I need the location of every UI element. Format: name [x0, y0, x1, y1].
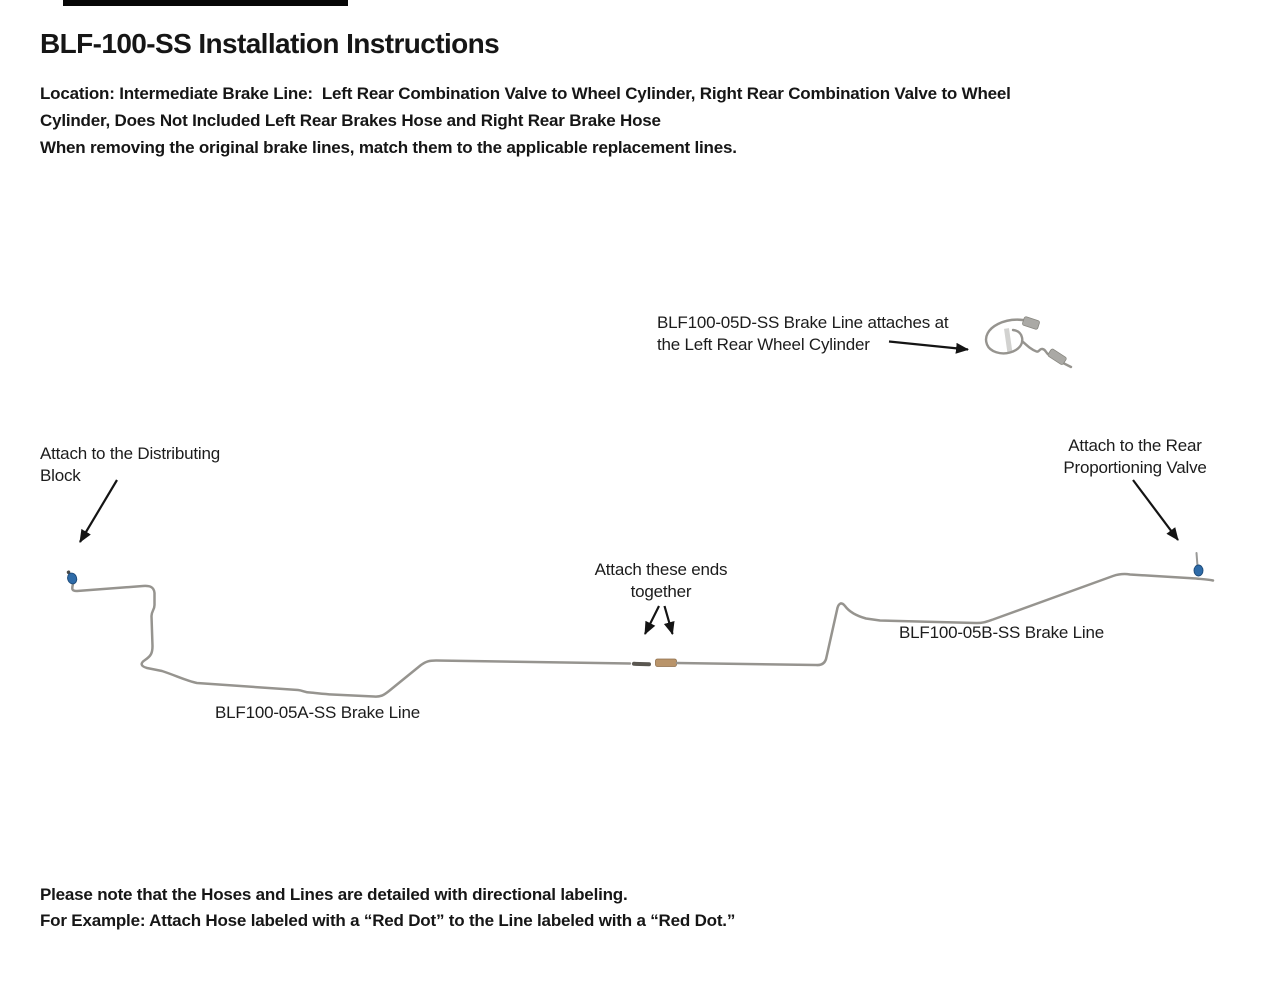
part-d-top-fitting [1022, 316, 1040, 330]
intro-line-3: When removing the original brake lines, match them to the applicable replacement lines. [40, 138, 737, 157]
arrow-to-proportioning-valve-end [1133, 480, 1178, 540]
part-d-clamp-band [1007, 329, 1011, 354]
callout-distributing-block-line-2: Block [40, 466, 81, 485]
footer-note [40, 882, 735, 934]
callout-proportioning-valve [1035, 435, 1235, 479]
page-title: BLF-100-SS Installation Instructions [40, 28, 500, 59]
callout-wheel-cylinder-line-1: BLF100-05D-SS Brake Line attaches at [657, 313, 949, 332]
intro-line-2: Cylinder, Does Not Included Left Rear Brakes Hose and Right Rear Brake Hose [40, 111, 661, 130]
blue-fitting-right [1194, 553, 1203, 576]
callout-ends-together [561, 559, 761, 603]
part-d-end-fitting [1047, 348, 1067, 365]
intro-line-1: Location: Intermediate Brake Line: Left Rear Combination Valve to Wheel Cylinder, Right Rear Combination Valve to Wheel [40, 84, 1011, 103]
footer-line-1: Please note that the Hoses and Lines are detailed with directional labeling. [40, 885, 628, 904]
callout-wheel-cylinder [657, 312, 948, 356]
blue-fitting-left [65, 569, 78, 585]
arrow-to-line-b-end [665, 606, 673, 634]
arrow-to-line-a-end [645, 606, 659, 634]
callout-wheel-cylinder-line-2: the Left Rear Wheel Cylinder [657, 335, 870, 354]
callout-proportioning-valve-line-2: Proportioning Valve [1063, 458, 1207, 477]
callout-distributing-block-line-1: Attach to the Distributing [40, 444, 221, 463]
arrow-to-distributing-block-end [80, 480, 117, 542]
label-line-a: BLF100-05A-SS Brake Line [215, 703, 420, 722]
part-d-wheel-cylinder-line [986, 316, 1071, 367]
callout-ends-together-line-2: together [630, 582, 692, 601]
callout-proportioning-valve-line-1: Attach to the Rear [1068, 436, 1202, 455]
footer-line-2: For Example: Attach Hose labeled with a “Red Dot” to the Line labeled with a “Red Dot.” [40, 911, 736, 930]
callout-ends-together-line-1: Attach these ends [594, 560, 728, 579]
brass-union-fitting [656, 659, 677, 667]
blue-fitting-right-pin [1197, 553, 1198, 566]
callout-distributing-block [40, 443, 220, 487]
label-line-b: BLF100-05B-SS Brake Line [899, 623, 1104, 642]
brake-line-a-path [72, 584, 630, 697]
